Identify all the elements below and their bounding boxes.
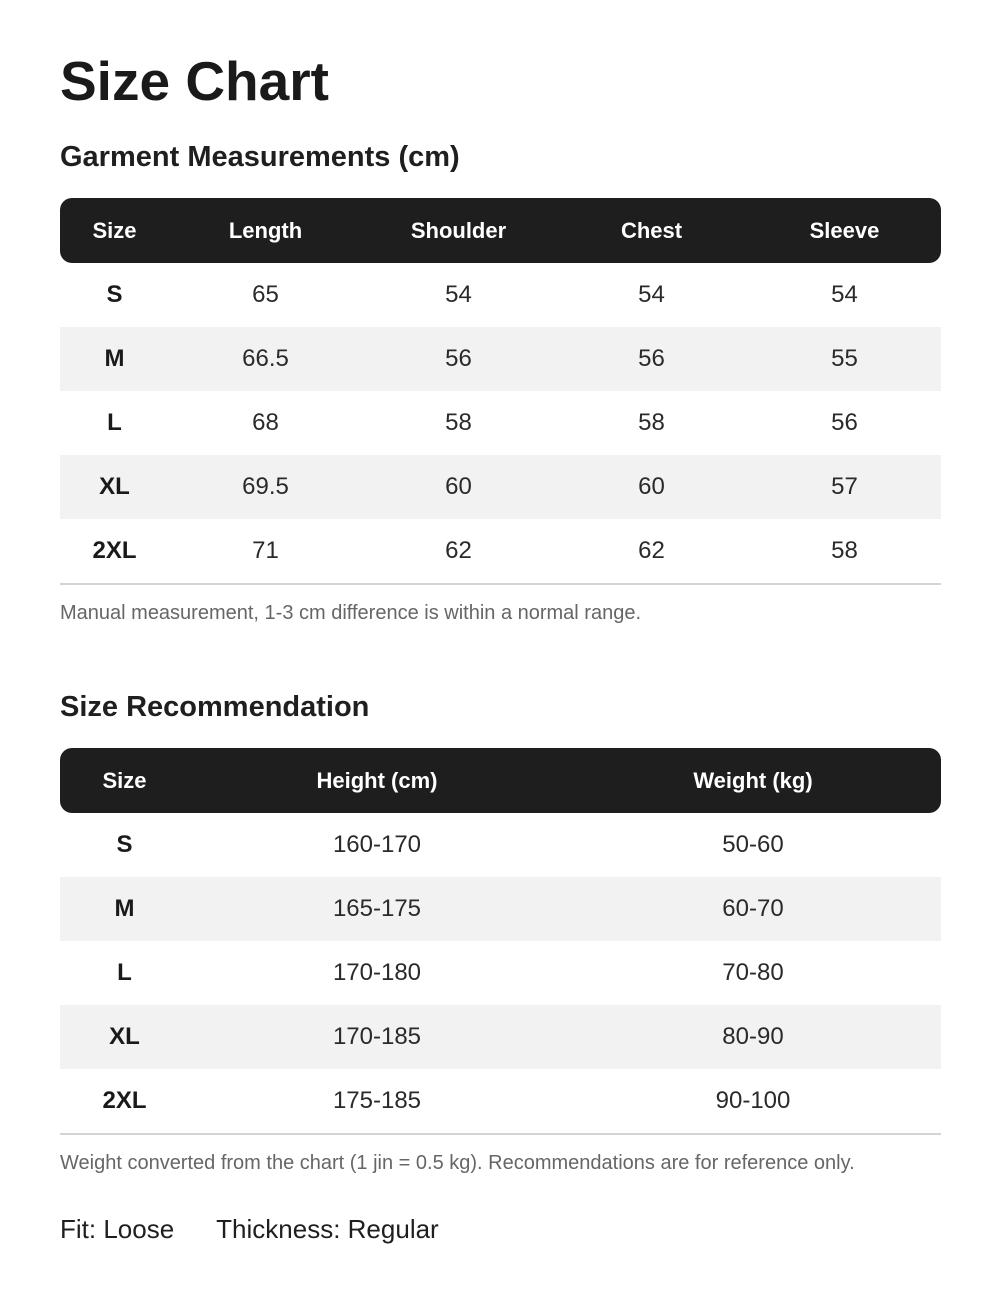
shoulder-cell: 62	[362, 519, 555, 585]
table-row	[60, 941, 941, 1005]
weight-cell: 50-60	[722, 831, 784, 858]
shoulder-cell: 56	[362, 327, 555, 391]
chest-cell: 62	[555, 519, 748, 585]
weight-cell: 90-100	[565, 1069, 941, 1135]
page-title: Size Chart	[60, 50, 329, 112]
size-cell: M	[60, 877, 189, 941]
column-header-weight: Weight (kg)	[565, 748, 941, 813]
sleeve-cell: 56	[831, 409, 858, 436]
table-row	[60, 391, 941, 455]
height-cell: 160-170	[332, 831, 422, 858]
height-cell: 170-180	[332, 959, 422, 986]
chest-cell: 56	[555, 327, 748, 391]
table-row	[60, 1005, 941, 1069]
sleeve-cell: 55	[748, 327, 941, 391]
shoulder-cell: 60	[362, 455, 555, 519]
weight-cell: 60-70	[565, 877, 941, 941]
garment-measurements-table	[60, 198, 941, 585]
table-row	[60, 263, 941, 327]
size-cell: S	[116, 831, 133, 858]
weight-cell: 80-90	[565, 1005, 941, 1069]
size-cell: S	[106, 281, 123, 308]
sleeve-cell: 57	[748, 455, 941, 519]
height-cell: 170-185	[189, 1005, 565, 1069]
size-cell: L	[107, 409, 122, 436]
length-cell: 66.5	[169, 327, 362, 391]
shoulder-cell: 58	[445, 409, 472, 436]
chest-cell: 58	[638, 409, 665, 436]
size-cell: M	[60, 327, 169, 391]
chest-cell: 60	[555, 455, 748, 519]
recommendation-note: Weight converted from the chart (1 jin = 0.5 kg). Recommendations are for reference only.	[60, 1152, 855, 1174]
length-cell: 68	[252, 409, 279, 436]
garment-attributes	[60, 1214, 439, 1244]
column-header-size: Size	[60, 198, 169, 263]
table-header-row	[60, 748, 941, 813]
size-cell: 2XL	[60, 1069, 189, 1135]
fit-attribute: Fit: Loose	[60, 1214, 175, 1244]
chest-cell: 54	[638, 281, 665, 308]
size-cell: L	[117, 959, 132, 986]
column-header-length: Length	[169, 198, 362, 263]
length-cell: 71	[169, 519, 362, 585]
table-row	[60, 1069, 941, 1135]
table-row	[60, 877, 941, 941]
column-header-chest: Chest	[555, 198, 748, 263]
column-header-size: Size	[60, 748, 189, 813]
garment-measurements-heading: Garment Measurements (cm)	[60, 141, 460, 173]
sleeve-cell: 58	[748, 519, 941, 585]
length-cell: 65	[252, 281, 279, 308]
length-cell: 69.5	[169, 455, 362, 519]
thickness-attribute: Thickness: Regular	[216, 1214, 439, 1244]
height-cell: 175-185	[189, 1069, 565, 1135]
size-recommendation-heading: Size Recommendation	[60, 691, 370, 723]
column-header-height: Height (cm)	[189, 748, 565, 813]
size-recommendation-table	[60, 748, 941, 1135]
sleeve-cell: 54	[831, 281, 858, 308]
size-cell: XL	[60, 455, 169, 519]
weight-cell: 70-80	[722, 959, 784, 986]
column-header-shoulder: Shoulder	[362, 198, 555, 263]
table-row	[60, 327, 941, 391]
table-header-row	[60, 198, 941, 263]
table-row	[60, 813, 941, 877]
shoulder-cell: 54	[445, 281, 472, 308]
table-row	[60, 519, 941, 585]
height-cell: 165-175	[189, 877, 565, 941]
column-header-sleeve: Sleeve	[748, 198, 941, 263]
size-cell: XL	[60, 1005, 189, 1069]
table-row	[60, 455, 941, 519]
measurement-note: Manual measurement, 1-3 cm difference is within a normal range.	[60, 602, 642, 624]
size-cell: 2XL	[60, 519, 169, 585]
